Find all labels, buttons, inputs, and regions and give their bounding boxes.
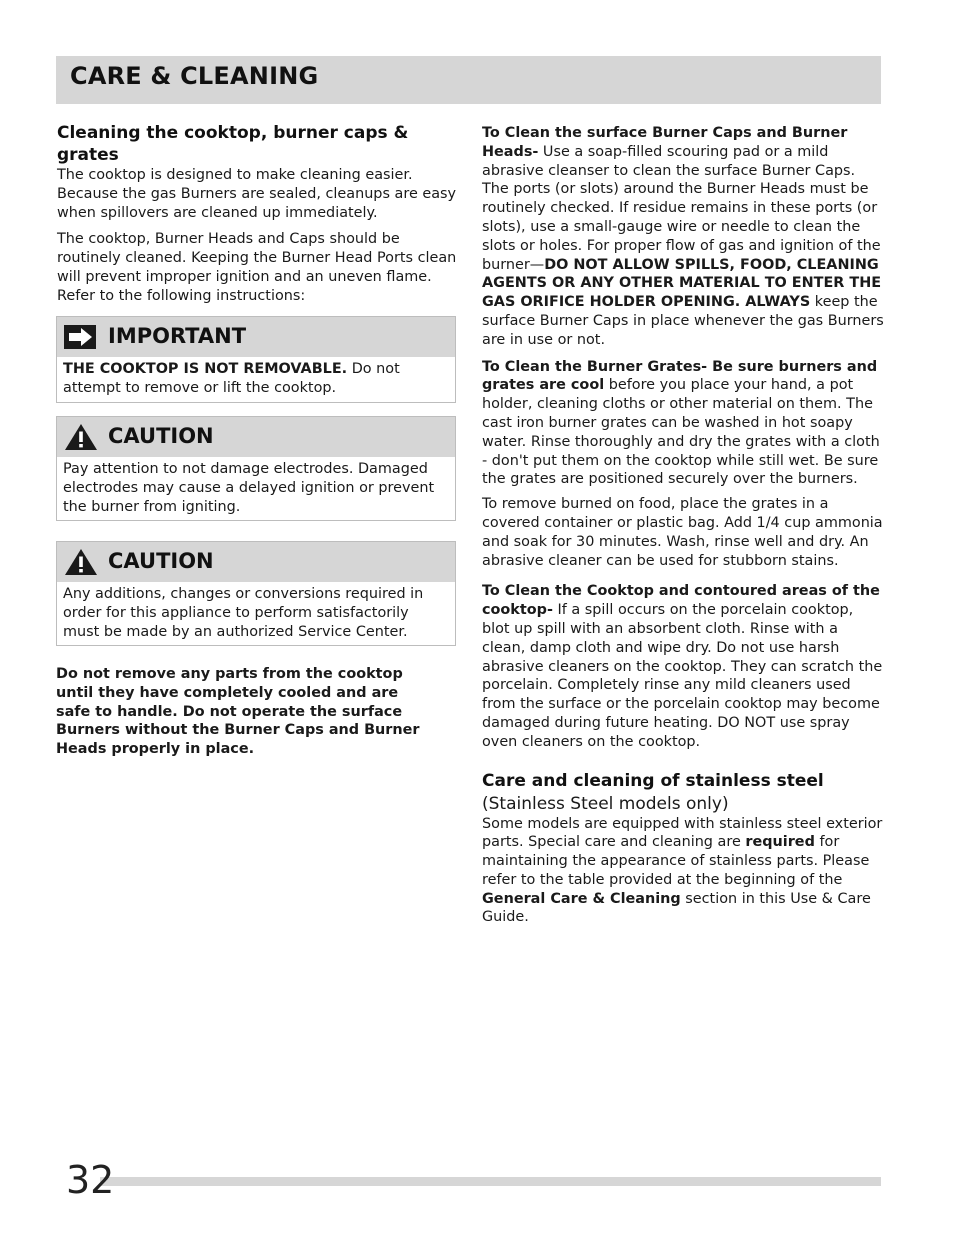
stainless-text-3: section in this Use & Care Guide. — [482, 890, 871, 926]
important-box — [56, 316, 456, 403]
cooktop-clean-paragraph — [482, 582, 884, 751]
burner-grates-text: before you place your hand, a pot holder, cleaning cloths or other material on them. The cast iron burner grates can be washed in hot soapy water. Rinse thoroughly and dry the grates with a cloth - don't put them on the cooktop while still wet. Be sure the grates are positioned securely over the burners. — [482, 377, 880, 488]
caution-box-conversions — [56, 541, 456, 646]
caution-box-title: CAUTION — [108, 549, 214, 573]
burner-caps-paragraph — [482, 124, 884, 350]
warning-triangle-icon — [64, 548, 98, 576]
caution-box-body — [57, 582, 455, 645]
page-title: CARE & CLEANING — [70, 62, 319, 90]
cooktop-intro-paragraph: The cooktop is designed to make cleaning easier. Because the gas Burners are sealed, cleanups are easy when spillovers are cleaned up immediately. — [57, 167, 457, 221]
burner-caps-warning: DO NOT ALLOW SPILLS, FOOD, CLEANING AGENTS OR ANY OTHER MATERIAL TO ENTER THE GAS ORIFICE HOLDER OPENING. ALWAYS — [482, 256, 882, 311]
burner-caps-text-end: keep the surface Burner Caps in place whenever the gas Burners are in use or not. — [482, 294, 884, 348]
important-box-title: IMPORTANT — [108, 324, 247, 348]
caution-box-header — [57, 542, 455, 582]
important-box-body — [57, 357, 455, 402]
caution-box-body — [57, 457, 455, 520]
caution-box-text: Any additions, changes or conversions required in order for this appliance to perform satisfactorily must be made by an authorized Service Center. — [63, 586, 424, 640]
warning-triangle-icon — [64, 423, 98, 451]
stainless-bold-required: required — [745, 834, 815, 851]
burner-caps-text: Use a soap-filled scouring pad or a mild abrasive cleanser to clean the surface Burner Caps. The ports (or slots) around the Burner Heads must be routinely checked. If residue remains in these ports (or slots), use a small-gauge wire or needle to clean the slots or holes. For proper flow of gas and ignition of the burner— — [482, 143, 881, 273]
important-box-header — [57, 317, 455, 357]
important-box-rest: Do not attempt to remove or lift the cooktop. — [63, 361, 400, 396]
stainless-text-2: for maintaining the appearance of stainless parts. Please refer to the table provided at the beginning of the — [482, 834, 870, 888]
cooktop-clean-text: If a spill occurs on the porcelain cooktop, blot up spill with an absorbent cloth. Rinse with a clean, damp cloth and wipe dry. Do not use harsh abrasive cleaners on the cooktop. They can scratch the porcelain. Completely rinse any mild cleaners used from the surface or the porcelain cooktop may become damaged during future heating. DO NOT use spray oven cleaners on the cooktop. — [482, 602, 883, 750]
footer-rule — [100, 1177, 881, 1186]
section-heading-stainless: Care and cleaning of stainless steel — [482, 770, 824, 791]
burner-grates-paragraph — [482, 358, 884, 490]
important-box-text — [63, 360, 449, 398]
burner-grates-heading: To Clean the Burner Grates- Be sure burners and grates are cool — [482, 358, 878, 394]
arrow-right-icon — [64, 323, 98, 351]
stainless-bold-section: General Care & Cleaning — [482, 890, 681, 907]
caution-box-title: CAUTION — [108, 424, 214, 448]
caution-box-text: Pay attention to not damage electrodes. Damaged electrodes may cause a delayed ignition or prevent the burner from igniting. — [63, 461, 435, 515]
section-heading-cooktop: Cleaning the cooktop, burner caps & grates — [57, 123, 409, 165]
burner-caps-heading: To Clean the surface Burner Caps and Burner Heads- — [482, 125, 848, 160]
cooktop-clean-heading: To Clean the Cooktop and contoured areas of the cooktop- — [482, 583, 880, 619]
cooktop-routine-paragraph: The cooktop, Burner Heads and Caps should be routinely cleaned. Keeping the Burner Head Ports clean will prevent improper ignition and an uneven flame. Refer to the following instructions: — [57, 231, 457, 304]
cooling-warning-paragraph: Do not remove any parts from the cooktop until they have completely cooled and are safe to handle. Do not operate the surface Burners without the Burner Caps and Burner Heads properly in place. — [56, 666, 420, 758]
page-number: 32 — [66, 1158, 115, 1202]
burned-food-paragraph: To remove burned on food, place the grates in a covered container or plastic bag. Add 1/4 cup ammonia and soak for 30 minutes. Wash, rinse well and dry. An abrasive cleaner can be used for stubborn stains. — [482, 496, 883, 569]
left-column — [57, 122, 457, 306]
stainless-text-1: Some models are equipped with stainless steel exterior parts. Special care and cleaning are — [482, 815, 883, 851]
caution-box-electrodes — [56, 416, 456, 521]
header-band — [56, 56, 881, 104]
right-column — [482, 124, 884, 927]
important-box-bold: THE COOKTOP IS NOT REMOVABLE. — [63, 361, 348, 377]
caution-box-header — [57, 417, 455, 457]
stainless-subheading: (Stainless Steel models only) — [482, 793, 729, 814]
stainless-paragraph — [482, 815, 884, 928]
